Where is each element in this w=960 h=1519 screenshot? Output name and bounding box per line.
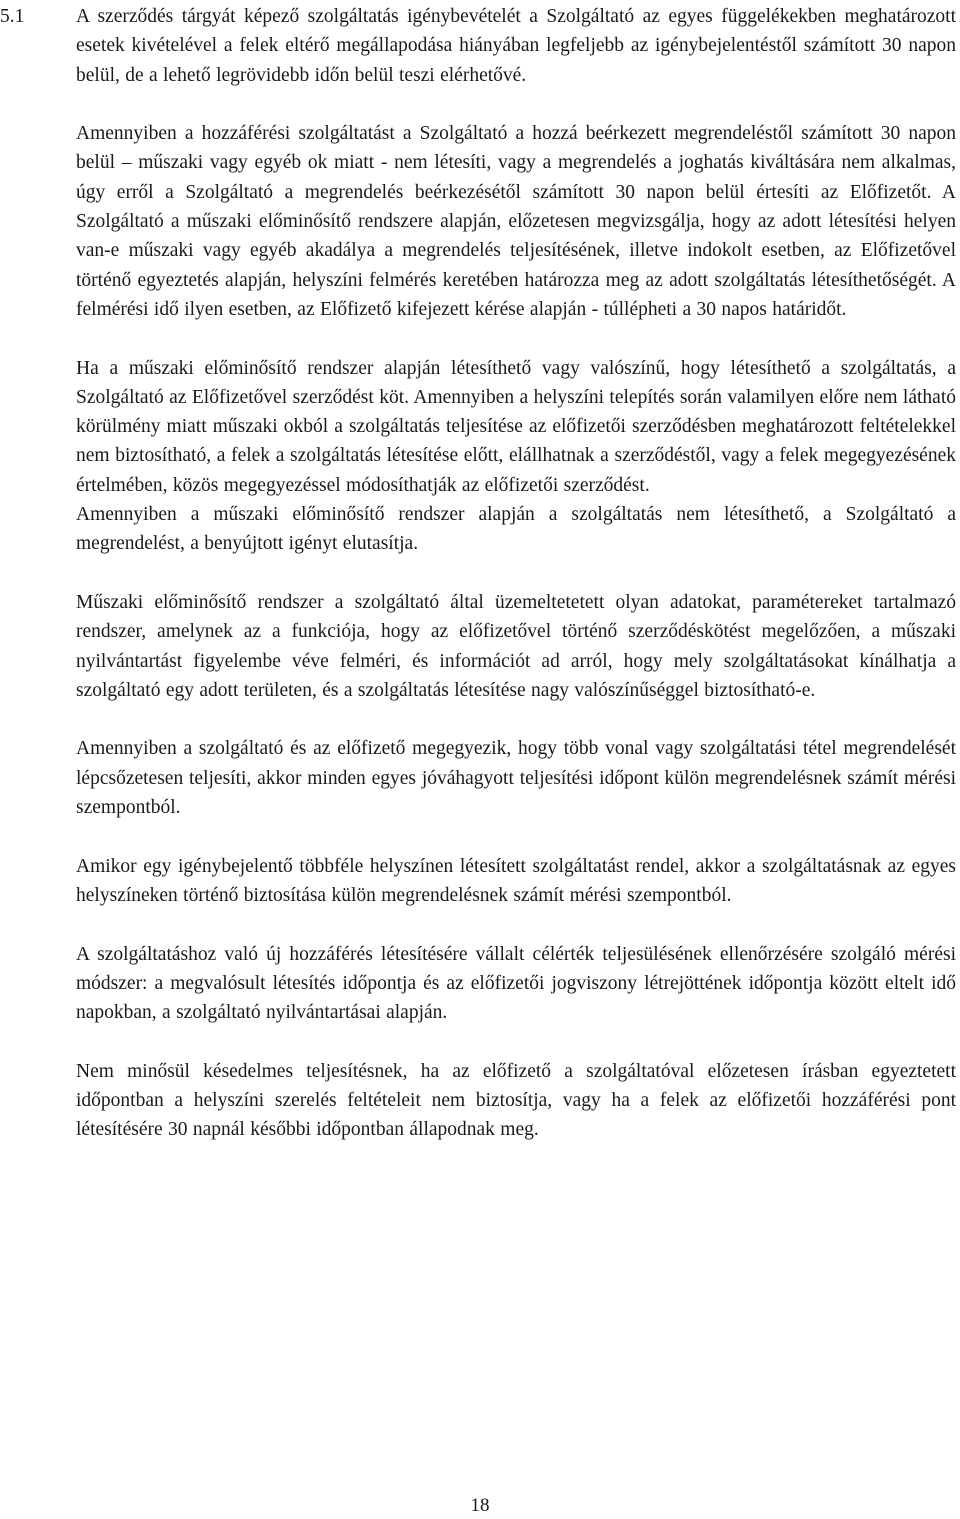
paragraph-staged-fulfilment: Amennyiben a szolgáltató és az előfizető megegyezik, hogy több vonal vagy szolgáltatási tétel megrendelését lépcsőzetesen teljesíti, akkor minden egyes jóváhagyott teljesítési időpont külön megrendelésnek számít mérési szempontból. <box>76 738 956 819</box>
paragraph-delay-exceptions: Nem minősül késedelmes teljesítésnek, ha az előfizető a szolgáltatóval előzetesen írásban egyeztetett időpontban a helyszíni szerelés feltételeit nem biztosítja, vagy ha a felek az előfizetői hozzáférési pont létesítésére 30 napnál későbbi időpontban állapodnak meg. <box>76 1060 956 1141</box>
paragraph-prequalification-definition: Műszaki előminősítő rendszer a szolgáltató által üzemeltetetett olyan adatokat, paramétereket tartalmazó rendszer, amelynek az a funkciója, hogy az előfizetővel történő szerződéskötést megelőzően, a műszaki nyilvántartást figyelembe véve felméri, és információt ad arról, hogy mely szolgáltatásokat kínálhatja a szolgáltató egy adott területen, és a szolgáltatás létesítése nagy valószínűséggel biztosítható-e. <box>76 591 956 701</box>
paragraph-multiple-locations: Amikor egy igénybejelentő többféle helyszínen létesített szolgáltatást rendel, akkor a szolgáltatásnak az egyes helyszíneken történő biztosítása külön megrendelésnek számít mérési szempontból. <box>76 855 956 906</box>
page-number: 18 <box>470 1495 490 1516</box>
document-body <box>76 2 956 1145</box>
paragraph-access-not-established: Amennyiben a hozzáférési szolgáltatást a Szolgáltató a hozzá beérkezett megrendeléstől számított 30 napon belül – műszaki vagy egyéb ok miatt - nem létesíti, vagy a megrendelés a joghatás kiváltására nem alkalmas, úgy erről a Szolgáltató a megrendelés beérkezésétől számított 30 napon belül értesíti az Előfizetőt. A Szolgáltató a műszaki előminősítő rendszere alapján, előzetesen megvizsgálja, hogy az adott létesítési helyen van-e műszaki vagy egyéb akadálya a megrendelés teljesítésének, illetve indokolt esetben, az Előfizetővel történő egyeztetés alapján, helyszíni felmérés keretében határozza meg az adott szolgáltatás létesíthetőségét. A felmérési idő ilyen esetben, az Előfizető kifejezett kérése alapján - túllépheti a 30 napos határidőt. <box>76 123 956 320</box>
section-number: 5.1 <box>0 6 25 27</box>
paragraph-service-availability: A szerződés tárgyát képező szolgáltatás igénybevételét a Szolgáltató az egyes függelékekben meghatározott esetek kivételével a felek eltérő megállapodása hiányában legfeljebb az igénybejelentéstől számított 30 napon belül, de a lehető legrövidebb időn belül teszi elérhetővé. <box>76 6 956 86</box>
paragraph-measurement-method: A szolgáltatáshoz való új hozzáférés létesítésére vállalt célérték teljesülésének ellenőrzésére szolgáló mérési módszer: a megvalósult létesítés időpontja és az előfizetői jogviszony létrejöttének időpontja között eltelt idő napokban, a szolgáltató nyilvántartásai alapján. <box>76 943 956 1024</box>
paragraph-contract-conclusion: Ha a műszaki előminősítő rendszer alapján létesíthető vagy valószínű, hogy létesíthető a szolgáltatás, a Szolgáltató az Előfizetővel szerződést köt. Amennyiben a helyszíni telepítés során valamilyen előre nem látható körülmény miatt műszaki okból a szolgáltatás teljesítése az előfizetői szerződésben meghatározott feltételekkel nem biztosítható, a felek a szolgáltatás létesítése előtt, elállhatnak a szerződéstől, vagy a felek megegyezésének értelmében, közös megegyezéssel módosíthatják az előfizetői szerződést. <box>76 357 956 496</box>
paragraph-order-rejection: Amennyiben a műszaki előminősítő rendszer alapján a szolgáltatás nem létesíthető, a Szolgáltató a megrendelést, a benyújtott igényt elutasítja. <box>76 504 956 555</box>
